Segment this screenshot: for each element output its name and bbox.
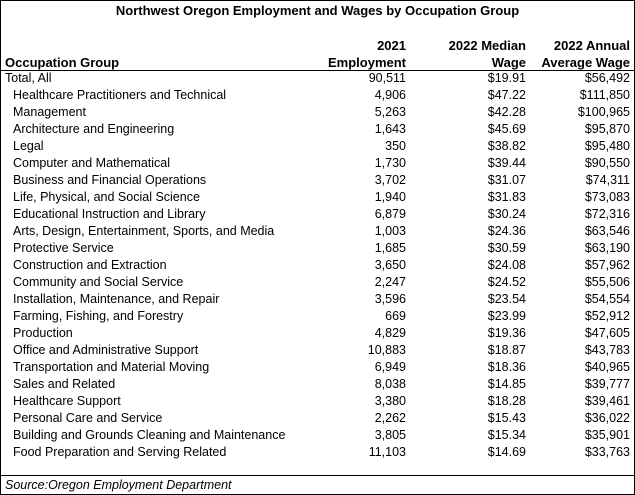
median-wage-value: $15.43 bbox=[487, 411, 526, 425]
median-wage-value: $45.69 bbox=[487, 122, 526, 136]
average-wage-value: $100,965 bbox=[577, 105, 630, 119]
average-wage-value: $95,870 bbox=[584, 122, 630, 136]
header-average-line1: 2022 Annual bbox=[553, 38, 630, 53]
employment-value: 4,829 bbox=[374, 326, 406, 340]
occupation-name: Life, Physical, and Social Science bbox=[13, 190, 200, 204]
occupation-name: Architecture and Engineering bbox=[13, 122, 175, 136]
employment-value: 3,702 bbox=[374, 173, 406, 187]
median-wage-value: $31.83 bbox=[487, 190, 526, 204]
table-row bbox=[1, 240, 634, 257]
employment-value: 90,511 bbox=[368, 71, 406, 85]
table-row bbox=[1, 342, 634, 359]
occupation-name: Installation, Maintenance, and Repair bbox=[13, 292, 220, 306]
employment-value: 11,103 bbox=[368, 445, 406, 459]
average-wage-value: $72,316 bbox=[584, 207, 630, 221]
header-median-line2: Wage bbox=[491, 55, 526, 70]
occupation-name: Personal Care and Service bbox=[13, 411, 163, 425]
table-row bbox=[1, 121, 634, 138]
median-wage-value: $23.54 bbox=[487, 292, 526, 306]
median-wage-value: $30.24 bbox=[487, 207, 526, 221]
median-wage-value: $14.85 bbox=[487, 377, 526, 391]
employment-value: 4,906 bbox=[374, 88, 406, 102]
source-note: Source:Oregon Employment Department bbox=[5, 478, 232, 492]
header-employment bbox=[328, 37, 406, 71]
table-title: Northwest Oregon Employment and Wages by Occupation Group bbox=[115, 3, 520, 18]
table-row bbox=[1, 325, 634, 342]
employment-value: 1,685 bbox=[374, 241, 406, 255]
average-wage-value: $36,022 bbox=[584, 411, 630, 425]
average-wage-value: $54,554 bbox=[584, 292, 630, 306]
median-wage-value: $18.28 bbox=[487, 394, 526, 408]
average-wage-value: $40,965 bbox=[584, 360, 630, 374]
average-wage-value: $63,546 bbox=[584, 224, 630, 238]
header-occupation-group: Occupation Group bbox=[5, 55, 120, 70]
table-row bbox=[1, 274, 634, 291]
average-wage-value: $95,480 bbox=[584, 139, 630, 153]
median-wage-value: $31.07 bbox=[487, 173, 526, 187]
header-median-line1: 2022 Median bbox=[448, 38, 526, 53]
table-row bbox=[1, 172, 634, 189]
occupation-name: Healthcare Practitioners and Technical bbox=[13, 88, 227, 102]
employment-value: 8,038 bbox=[374, 377, 406, 391]
employment-value: 1,730 bbox=[374, 156, 406, 170]
occupation-name: Arts, Design, Entertainment, Sports, and Media bbox=[13, 224, 275, 238]
table-row bbox=[1, 444, 634, 461]
median-wage-value: $47.22 bbox=[487, 88, 526, 102]
average-wage-value: $43,783 bbox=[584, 343, 630, 357]
average-wage-value: $39,777 bbox=[584, 377, 630, 391]
occupation-name: Computer and Mathematical bbox=[13, 156, 171, 170]
average-wage-value: $33,763 bbox=[584, 445, 630, 459]
average-wage-value: $74,311 bbox=[585, 173, 630, 187]
occupation-name: Transportation and Material Moving bbox=[13, 360, 210, 374]
median-wage-value: $39.44 bbox=[487, 156, 526, 170]
median-wage-value: $24.52 bbox=[487, 275, 526, 289]
table-row bbox=[1, 138, 634, 155]
occupation-name: Educational Instruction and Library bbox=[13, 207, 206, 221]
table-row bbox=[1, 376, 634, 393]
median-wage-value: $30.59 bbox=[487, 241, 526, 255]
employment-value: 3,596 bbox=[374, 292, 406, 306]
average-wage-value: $111,850 bbox=[579, 88, 630, 102]
table-row bbox=[1, 189, 634, 206]
header-employment-line2: Employment bbox=[327, 55, 406, 70]
median-wage-value: $38.82 bbox=[487, 139, 526, 153]
occupation-name: Protective Service bbox=[13, 241, 114, 255]
employment-value: 350 bbox=[385, 139, 406, 153]
average-wage-value: $47,605 bbox=[584, 326, 630, 340]
occupation-name: Building and Grounds Cleaning and Maintenance bbox=[13, 428, 286, 442]
median-wage-value: $19.36 bbox=[487, 326, 526, 340]
footer-divider bbox=[1, 475, 634, 476]
table-row bbox=[1, 257, 634, 274]
header-average-line2: Average Wage bbox=[541, 55, 630, 70]
median-wage-value: $42.28 bbox=[487, 105, 526, 119]
header-average-wage bbox=[541, 37, 630, 71]
employment-value: 1,643 bbox=[374, 122, 406, 136]
average-wage-value: $56,492 bbox=[584, 71, 630, 85]
median-wage-value: $19.91 bbox=[487, 71, 526, 85]
average-wage-value: $63,190 bbox=[584, 241, 630, 255]
employment-value: 5,263 bbox=[374, 105, 406, 119]
employment-value: 3,805 bbox=[374, 428, 406, 442]
table-row bbox=[1, 87, 634, 104]
median-wage-value: $18.36 bbox=[487, 360, 526, 374]
table-row bbox=[1, 291, 634, 308]
table-row bbox=[1, 206, 634, 223]
median-wage-value: $23.99 bbox=[487, 309, 526, 323]
average-wage-value: $90,550 bbox=[584, 156, 630, 170]
employment-value: 10,883 bbox=[367, 343, 406, 357]
table-row bbox=[1, 155, 634, 172]
table-row bbox=[1, 308, 634, 325]
table-row-total bbox=[1, 70, 634, 87]
average-wage-value: $39,461 bbox=[584, 394, 630, 408]
table-row bbox=[1, 359, 634, 376]
employment-value: 1,003 bbox=[374, 224, 406, 238]
average-wage-value: $35,901 bbox=[584, 428, 630, 442]
table-row bbox=[1, 104, 634, 121]
table-row bbox=[1, 223, 634, 240]
occupation-name: Office and Administrative Support bbox=[13, 343, 199, 357]
table-header bbox=[1, 37, 634, 71]
employment-value: 6,879 bbox=[374, 207, 406, 221]
occupation-name: Construction and Extraction bbox=[13, 258, 167, 272]
median-wage-value: $18.87 bbox=[487, 343, 526, 357]
table-row bbox=[1, 393, 634, 410]
occupation-name: Production bbox=[13, 326, 73, 340]
occupation-name: Management bbox=[13, 105, 86, 119]
median-wage-value: $24.08 bbox=[487, 258, 526, 272]
median-wage-value: $15.34 bbox=[487, 428, 526, 442]
occupation-name: Total, All bbox=[5, 71, 52, 85]
employment-value: 3,380 bbox=[374, 394, 406, 408]
header-employment-line1: 2021 bbox=[377, 38, 406, 53]
occupation-name: Sales and Related bbox=[13, 377, 116, 391]
occupation-name: Farming, Fishing, and Forestry bbox=[13, 309, 184, 323]
median-wage-value: $24.36 bbox=[487, 224, 526, 238]
table-row bbox=[1, 410, 634, 427]
header-median-wage bbox=[449, 37, 526, 71]
employment-value: 6,949 bbox=[374, 360, 406, 374]
occupation-name: Community and Social Service bbox=[13, 275, 184, 289]
occupation-name: Healthcare Support bbox=[13, 394, 121, 408]
employment-value: 3,650 bbox=[374, 258, 406, 272]
occupation-name: Legal bbox=[13, 139, 44, 153]
average-wage-value: $55,506 bbox=[584, 275, 630, 289]
table-body bbox=[1, 70, 634, 461]
employment-value: 1,940 bbox=[374, 190, 406, 204]
occupation-name: Food Preparation and Serving Related bbox=[13, 445, 227, 459]
average-wage-value: $73,083 bbox=[584, 190, 630, 204]
median-wage-value: $14.69 bbox=[487, 445, 526, 459]
table-row bbox=[1, 427, 634, 444]
employment-value: 2,262 bbox=[374, 411, 406, 425]
average-wage-value: $52,912 bbox=[584, 309, 630, 323]
average-wage-value: $57,962 bbox=[584, 258, 630, 272]
employment-value: 669 bbox=[385, 309, 406, 323]
occupation-name: Business and Financial Operations bbox=[13, 173, 207, 187]
employment-value: 2,247 bbox=[374, 275, 406, 289]
